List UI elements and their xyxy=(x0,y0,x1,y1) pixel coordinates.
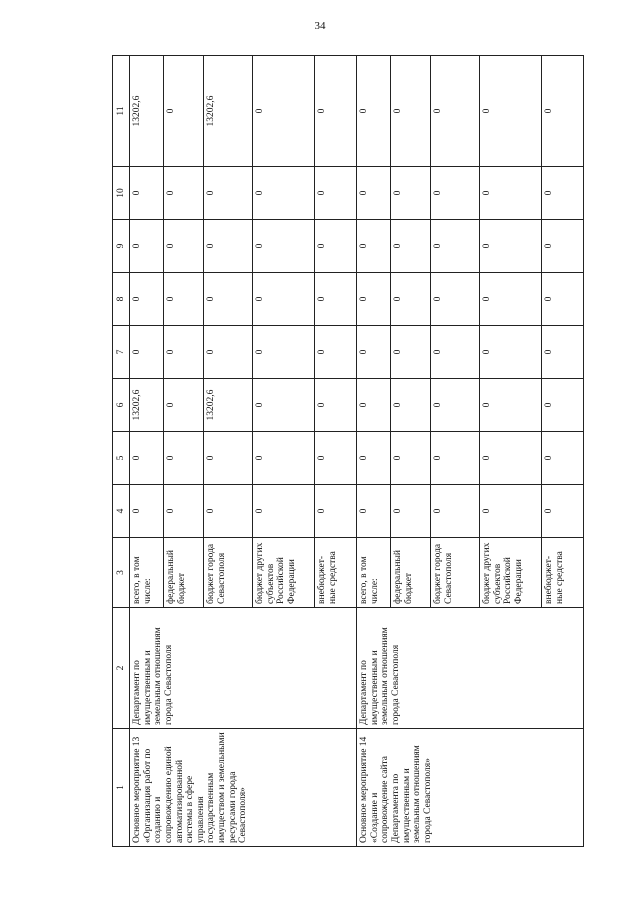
funding-value-col-6: 0 xyxy=(253,379,315,432)
funding-source: бюджет города Севастополя xyxy=(431,538,480,608)
funding-source: бюджет других субъектов Российской Федерации xyxy=(480,538,542,608)
table-container xyxy=(112,56,577,847)
funding-value-col-6: 0 xyxy=(357,379,391,432)
funding-value-col-5: 0 xyxy=(164,432,204,485)
funding-value-col-10: 0 xyxy=(391,167,431,220)
funding-value-col-9: 0 xyxy=(357,220,391,273)
funding-value-col-10: 0 xyxy=(357,167,391,220)
funding-value-col-8: 0 xyxy=(357,273,391,326)
funding-value-col-8: 0 xyxy=(542,273,584,326)
funding-value-col-10: 0 xyxy=(130,167,164,220)
funding-value-col-6: 13202,6 xyxy=(130,379,164,432)
column-number-10: 10 xyxy=(113,167,130,220)
column-number-2: 2 xyxy=(113,608,130,729)
funding-value-col-8: 0 xyxy=(253,273,315,326)
funding-value-col-4: 0 xyxy=(253,485,315,538)
funding-value-col-9: 0 xyxy=(204,220,253,273)
funding-value-col-10: 0 xyxy=(204,167,253,220)
column-number-3: 3 xyxy=(113,538,130,608)
funding-value-col-6: 0 xyxy=(164,379,204,432)
header-row xyxy=(113,56,130,847)
funding-source: бюджет города Севастополя xyxy=(204,538,253,608)
funding-value-col-5: 0 xyxy=(391,432,431,485)
rotated-table-frame xyxy=(112,56,577,847)
funding-value-col-7: 0 xyxy=(357,326,391,379)
funding-value-col-4: 0 xyxy=(204,485,253,538)
funding-value-col-11: 0 xyxy=(357,56,391,167)
funding-value-col-6: 0 xyxy=(480,379,542,432)
funding-value-col-8: 0 xyxy=(130,273,164,326)
column-number-6: 6 xyxy=(113,379,130,432)
funding-value-col-8: 0 xyxy=(204,273,253,326)
funding-value-col-7: 0 xyxy=(164,326,204,379)
funding-source: федеральный бюджет xyxy=(164,538,204,608)
event-name: Основное мероприятие 13 «Организация работ по созданию и сопровождению единой автоматизированной системы в сфере управления государственным имуществом и земельными ресурсами города Севастополя» xyxy=(130,729,357,847)
column-number-8: 8 xyxy=(113,273,130,326)
funding-value-col-11: 0 xyxy=(315,56,357,167)
funding-value-col-9: 0 xyxy=(391,220,431,273)
funding-value-col-7: 0 xyxy=(431,326,480,379)
funding-source: внебюджет-ные средства xyxy=(542,538,584,608)
event-name: Основное мероприятие 14 «Создание и сопровождение сайта Департамента по имущественным и земельным отношениям города Севастополя» xyxy=(357,729,584,847)
funding-value-col-7: 0 xyxy=(391,326,431,379)
table-row xyxy=(357,56,391,847)
funding-source: всего, в том числе: xyxy=(357,538,391,608)
funding-value-col-11: 0 xyxy=(480,56,542,167)
column-number-5: 5 xyxy=(113,432,130,485)
funding-value-col-4: 0 xyxy=(480,485,542,538)
funding-value-col-7: 0 xyxy=(204,326,253,379)
funding-value-col-4: 0 xyxy=(357,485,391,538)
funding-value-col-4: 0 xyxy=(315,485,357,538)
funding-value-col-4: 0 xyxy=(431,485,480,538)
table-body xyxy=(130,56,584,847)
funding-value-col-11: 0 xyxy=(431,56,480,167)
funding-value-col-6: 13202,6 xyxy=(204,379,253,432)
funding-value-col-11: 0 xyxy=(253,56,315,167)
funding-value-col-5: 0 xyxy=(315,432,357,485)
funding-value-col-8: 0 xyxy=(164,273,204,326)
funding-value-col-6: 0 xyxy=(315,379,357,432)
funding-value-col-8: 0 xyxy=(391,273,431,326)
funding-value-col-7: 0 xyxy=(542,326,584,379)
funding-value-col-5: 0 xyxy=(480,432,542,485)
funding-value-col-9: 0 xyxy=(480,220,542,273)
funding-value-col-10: 0 xyxy=(253,167,315,220)
funding-value-col-4: 0 xyxy=(542,485,584,538)
funding-value-col-9: 0 xyxy=(253,220,315,273)
funding-value-col-11: 0 xyxy=(164,56,204,167)
funding-source: федеральный бюджет xyxy=(391,538,431,608)
funding-value-col-6: 0 xyxy=(542,379,584,432)
funding-value-col-9: 0 xyxy=(164,220,204,273)
funding-value-col-5: 0 xyxy=(130,432,164,485)
funding-value-col-9: 0 xyxy=(542,220,584,273)
funding-value-col-5: 0 xyxy=(542,432,584,485)
funding-value-col-11: 13202,6 xyxy=(130,56,164,167)
funding-value-col-10: 0 xyxy=(431,167,480,220)
funding-value-col-5: 0 xyxy=(431,432,480,485)
funding-value-col-11: 0 xyxy=(391,56,431,167)
funding-value-col-5: 0 xyxy=(204,432,253,485)
event-executor: Департамент по имущественным и земельным отношениям города Севастополя xyxy=(130,608,357,729)
funding-value-col-10: 0 xyxy=(315,167,357,220)
funding-value-col-7: 0 xyxy=(253,326,315,379)
funding-value-col-10: 0 xyxy=(164,167,204,220)
funding-value-col-8: 0 xyxy=(315,273,357,326)
funding-value-col-9: 0 xyxy=(315,220,357,273)
funding-value-col-6: 0 xyxy=(431,379,480,432)
funding-value-col-4: 0 xyxy=(164,485,204,538)
column-number-1: 1 xyxy=(113,729,130,847)
funding-value-col-4: 0 xyxy=(391,485,431,538)
funding-table xyxy=(112,55,584,847)
funding-value-col-11: 13202,6 xyxy=(204,56,253,167)
funding-value-col-9: 0 xyxy=(130,220,164,273)
column-number-7: 7 xyxy=(113,326,130,379)
column-number-9: 9 xyxy=(113,220,130,273)
column-number-4: 4 xyxy=(113,485,130,538)
funding-value-col-7: 0 xyxy=(130,326,164,379)
column-number-11: 11 xyxy=(113,56,130,167)
page-number: 34 xyxy=(314,20,326,32)
funding-value-col-7: 0 xyxy=(315,326,357,379)
funding-value-col-6: 0 xyxy=(391,379,431,432)
funding-value-col-4: 0 xyxy=(130,485,164,538)
funding-value-col-8: 0 xyxy=(431,273,480,326)
funding-value-col-10: 0 xyxy=(480,167,542,220)
funding-value-col-10: 0 xyxy=(542,167,584,220)
funding-value-col-5: 0 xyxy=(253,432,315,485)
event-executor: Департамент по имущественным и земельным отношениям города Севастополя xyxy=(357,608,584,729)
funding-value-col-9: 0 xyxy=(431,220,480,273)
funding-value-col-7: 0 xyxy=(480,326,542,379)
funding-source: внебюджет-ные средства xyxy=(315,538,357,608)
funding-source: всего, в том числе: xyxy=(130,538,164,608)
funding-value-col-8: 0 xyxy=(480,273,542,326)
funding-value-col-5: 0 xyxy=(357,432,391,485)
table-row xyxy=(130,56,164,847)
funding-source: бюджет других субъектов Российской Федерации xyxy=(253,538,315,608)
funding-value-col-11: 0 xyxy=(542,56,584,167)
